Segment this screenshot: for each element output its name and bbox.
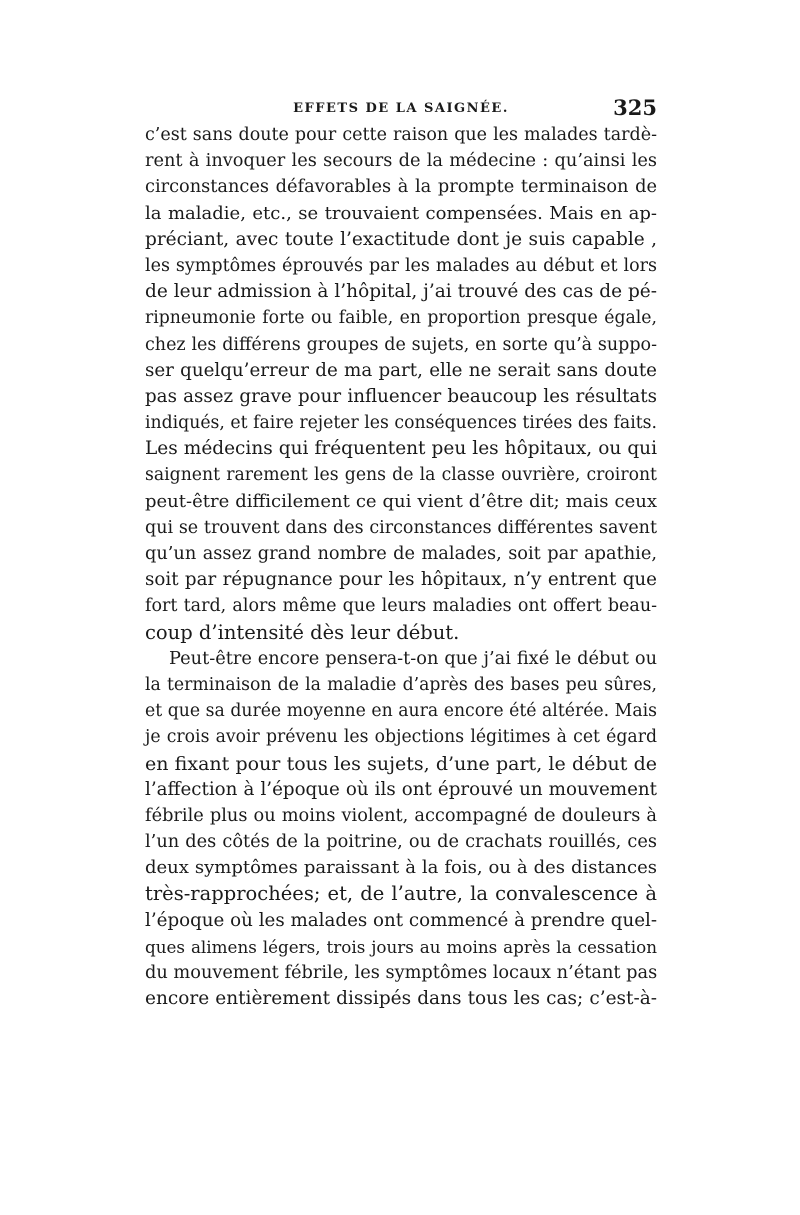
text-line: qui se trouvent dans des circonstances différentes savent xyxy=(145,517,657,538)
text-line: qu’un assez grand nombre de malades, soit par apathie, xyxy=(145,544,657,564)
text-line: Les médecins qui fréquentent peu les hôpitaux, ou qui xyxy=(145,438,657,460)
text-line: c’est sans doute pour cette raison que les malades tardè- xyxy=(145,125,657,145)
text-line: ripneumonie forte ou faible, en proportion presque égale, xyxy=(145,308,657,329)
text-line: l’un des côtés de la poitrine, ou de crachats rouillés, ces xyxy=(145,832,657,853)
text-line: très-rapprochées; et, de l’autre, la convalescence à xyxy=(145,882,657,906)
text-line: peut-être difficilement ce qui vient d’être dit; mais ceux xyxy=(145,490,657,512)
text-line: pas assez grave pour influencer beaucoup les résultats xyxy=(145,385,657,407)
text-line: préciant, avec toute l’exactitude dont je suis capable , xyxy=(145,228,657,250)
text-line: la terminaison de la maladie d’après des bases peu sûres, xyxy=(145,674,657,695)
text-line: circonstances défavorables à la prompte terminaison de xyxy=(145,177,657,198)
text-line: fort tard, alors même que leurs maladies ont offert beau- xyxy=(145,596,657,617)
paragraph-first-line: Peut-être encore pensera-t-on que j’ai fixé le début ou xyxy=(169,648,657,669)
text-line: ques alimens légers, trois jours au moins après la cessation xyxy=(145,936,657,957)
body-text xyxy=(145,122,657,1012)
text-line: fébrile plus ou moins violent, accompagné de douleurs à xyxy=(145,805,657,826)
text-line: rent à invoquer les secours de la médecine : qu’ainsi les xyxy=(145,151,657,172)
text-line: et que sa durée moyenne en aura encore été altérée. Mais xyxy=(145,701,657,722)
text-line: ser quelqu’erreur de ma part, elle ne serait sans doute xyxy=(145,359,657,381)
page-number: 325 xyxy=(613,95,657,120)
text-line: l’affection à l’époque où ils ont éprouvé un mouvement xyxy=(145,778,657,800)
running-head xyxy=(145,93,657,121)
text-line: en fixant pour tous les sujets, d’une part, le début de xyxy=(145,752,657,775)
running-title: EFFETS DE LA SAIGNÉE. xyxy=(293,101,509,116)
text-line: chez les différens groupes de sujets, en sorte qu’à suppo- xyxy=(145,334,657,355)
text-line: de leur admission à l’hôpital, j’ai trouvé des cas de pé- xyxy=(145,281,657,303)
text-line: les symptômes éprouvés par les malades au début et lors xyxy=(145,255,657,276)
text-line: deux symptômes paraissant à la fois, ou à des distances xyxy=(145,857,657,879)
paragraph-last-line: coup d’intensité dès leur début. xyxy=(145,620,460,644)
text-line: saignent rarement les gens de la classe ouvrière, croiront xyxy=(145,465,657,486)
text-line: soit par répugnance pour les hôpitaux, n’y entrent que xyxy=(145,569,657,591)
text-line: du mouvement fébrile, les symptômes locaux n’étant pas xyxy=(145,963,658,983)
text-line: encore entièrement dissipés dans tous les cas; c’est-à- xyxy=(145,988,657,1010)
text-line: la maladie, etc., se trouvaient compensées. Mais en ap- xyxy=(145,202,657,224)
text-line: je crois avoir prévenu les objections légitimes à cet égard xyxy=(145,727,657,748)
text-line: indiqués, et faire rejeter les conséquences tirées des faits. xyxy=(145,413,657,434)
text-line: l’époque où les malades ont commencé à prendre quel- xyxy=(145,909,658,931)
